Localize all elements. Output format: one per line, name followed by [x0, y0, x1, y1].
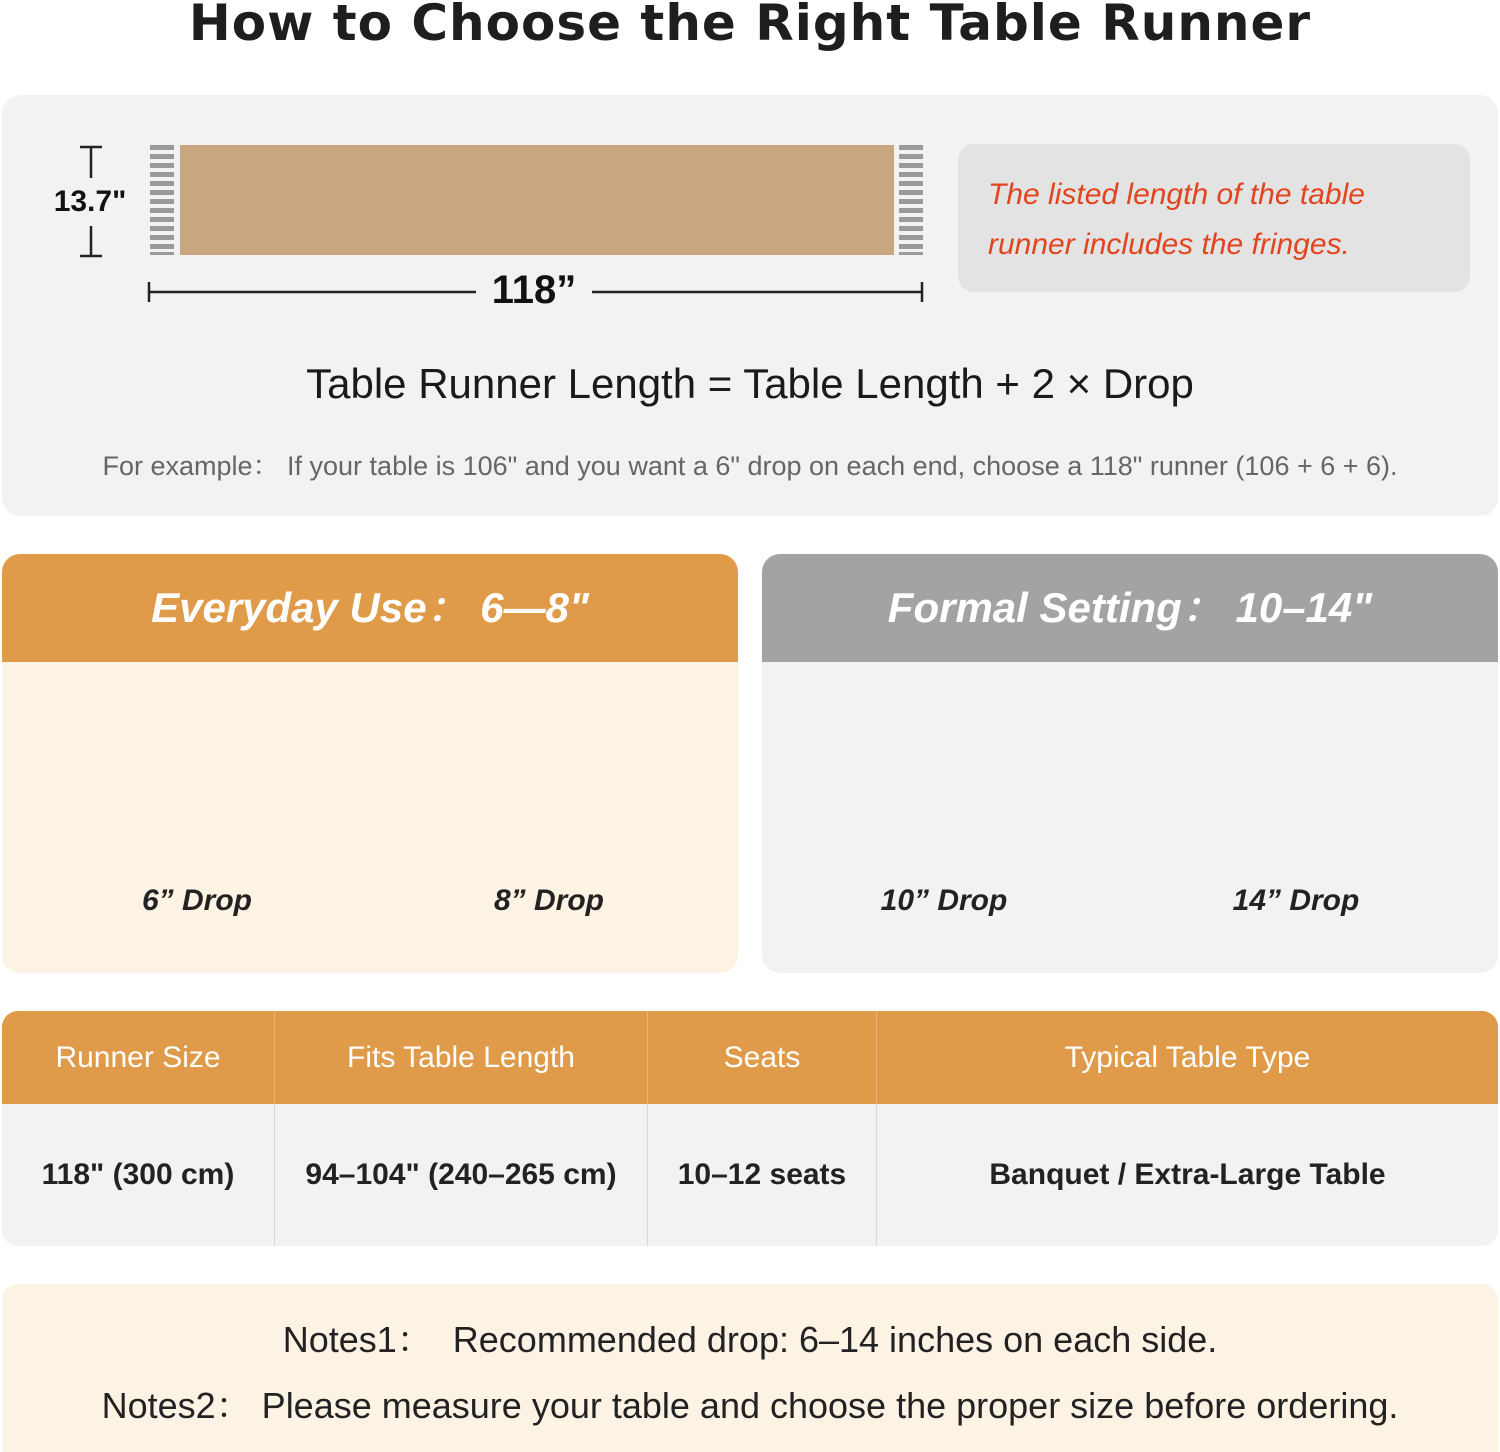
header-divider [876, 1011, 877, 1104]
cell-seats: 10–12 seats [677, 1158, 847, 1191]
runner-length-label: 118” [476, 268, 592, 313]
size-table [2, 1011, 1498, 1246]
header-fits-table-length: Fits Table Length [347, 1041, 575, 1074]
header-divider [647, 1011, 648, 1104]
header-typical-table-type: Typical Table Type [1064, 1041, 1311, 1074]
drop-label-6: 6” Drop [141, 884, 252, 917]
formal-setting-card [762, 554, 1498, 973]
everyday-drop-illustrations [2, 662, 738, 882]
length-formula: Table Runner Length = Table Length + 2 × Drop [306, 360, 1194, 407]
left-fringe [150, 145, 174, 255]
cell-runner-size: 118" (300 cm) [41, 1158, 235, 1191]
everyday-use-heading: Everyday Use： 6—8" [2, 554, 738, 662]
right-fringe [899, 145, 923, 255]
page-title: How to Choose the Right Table Runner [188, 0, 1312, 52]
header-runner-size: Runner Size [55, 1041, 221, 1074]
drop-label-8: 8” Drop [493, 884, 604, 917]
note-1: Notes1： Recommended drop: 6–14 inches on each side. [282, 1319, 1218, 1360]
header-seats: Seats [723, 1041, 801, 1074]
runner-body [180, 145, 894, 255]
drop-label-14: 14” Drop [1232, 884, 1360, 917]
runner-width-label: 13.7" [53, 185, 127, 218]
header-divider [274, 1011, 275, 1104]
cell-fits-table-length: 94–104" (240–265 cm) [305, 1158, 617, 1191]
formal-setting-heading: Formal Setting： 10–14" [762, 554, 1498, 662]
formal-drop-illustrations [762, 662, 1498, 882]
cell-typical-table-type: Banquet / Extra-Large Table [989, 1158, 1386, 1191]
everyday-use-card [2, 554, 738, 973]
fringe-note-text: The listed length of the table runner includes the fringes. [988, 178, 1365, 261]
note-2: Notes2： Please measure your table and choose the proper size before ordering. [101, 1385, 1399, 1426]
formula-example: For example： If your table is 106" and you want a 6" drop on each end, choose a 118" runner (106 + 6 + 6). [102, 451, 1398, 481]
drop-label-10: 10” Drop [880, 884, 1008, 917]
